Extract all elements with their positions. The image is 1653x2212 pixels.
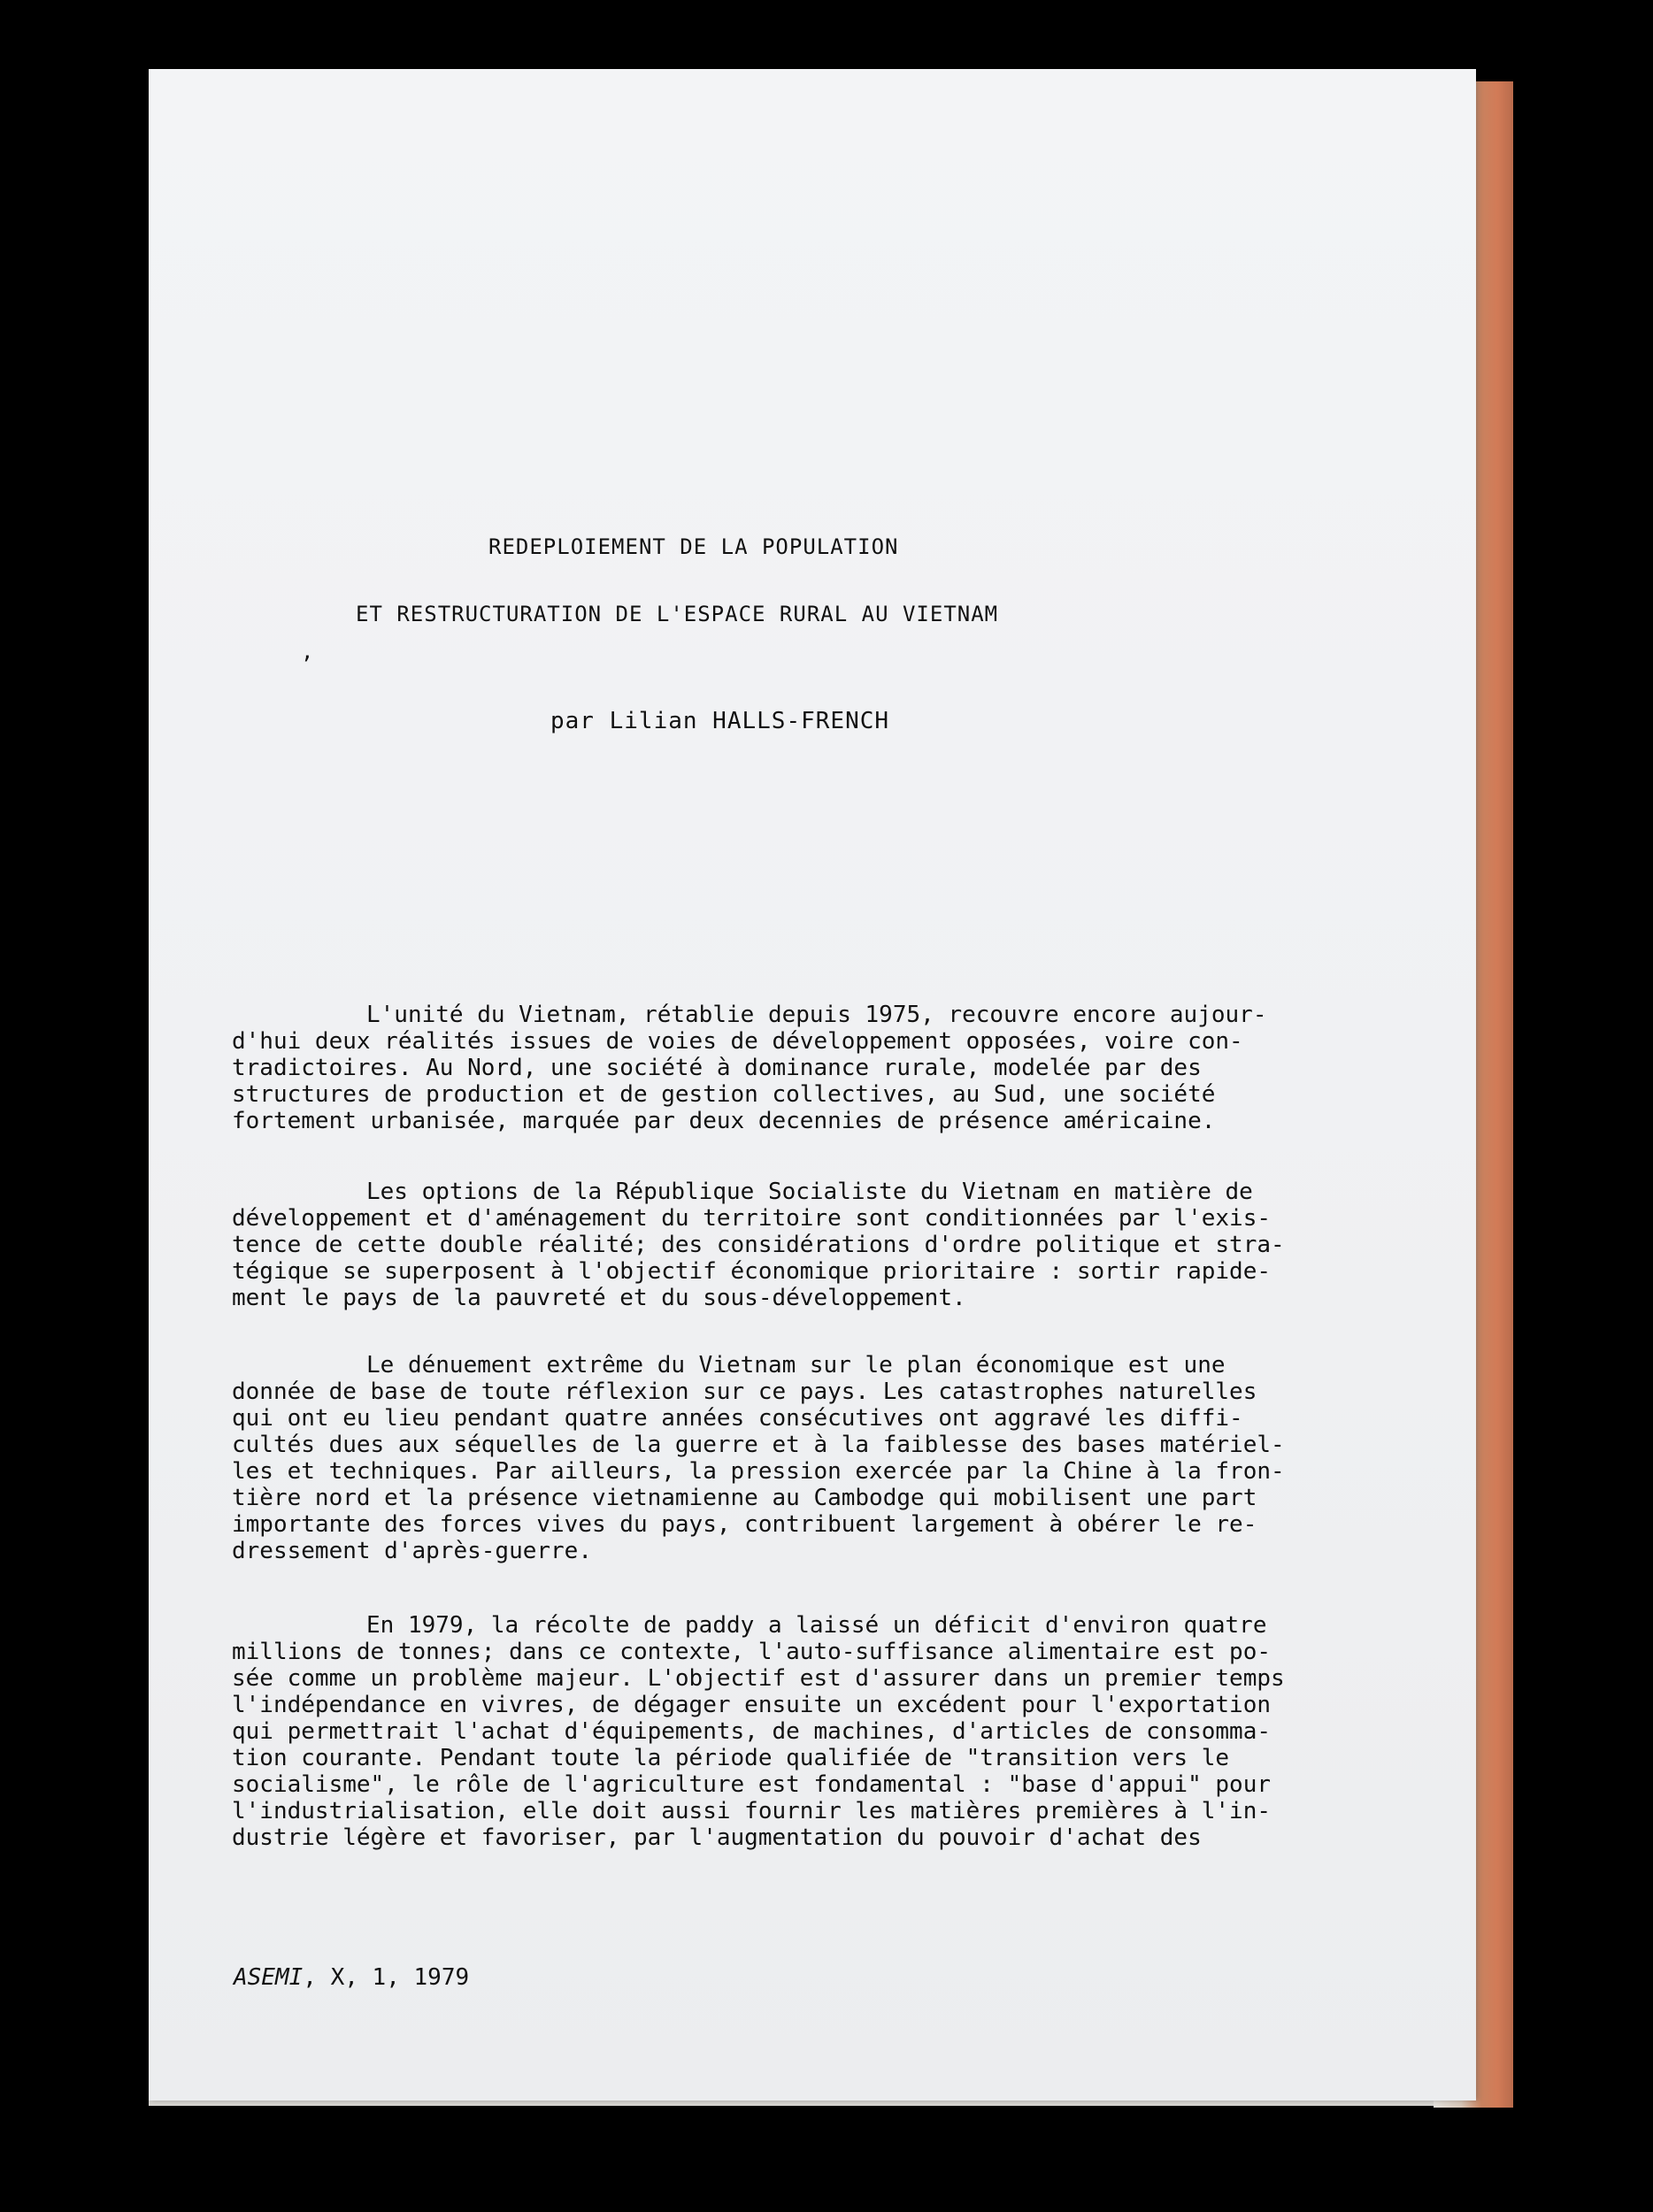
text-line: tégique se superposent à l'objectif économique prioritaire : sortir rapide- (232, 1258, 1271, 1285)
paragraph-4 (232, 1612, 1338, 1851)
text-line: tière nord et la présence vietnamienne au Cambodge qui mobilisent une part (232, 1485, 1257, 1511)
text-line: ment le pays de la pauvreté et du sous-développement. (232, 1285, 966, 1311)
title-line-1: REDEPLOIEMENT DE LA POPULATION (488, 534, 899, 559)
journal-citation (234, 1964, 469, 1991)
stray-mark: , (301, 639, 315, 664)
text-line: dressement d'après-guerre. (232, 1538, 592, 1564)
journal-issue: , X, 1, 1979 (303, 1964, 470, 1991)
author-byline: par Lilian HALLS-FRENCH (550, 708, 890, 734)
text-line: structures de production et de gestion collectives, au Sud, une société (232, 1081, 1216, 1108)
text-line: fortement urbanisée, marquée par deux decennies de présence américaine. (232, 1108, 1216, 1134)
text-line: dustrie légère et favoriser, par l'augmentation du pouvoir d'achat des (232, 1824, 1202, 1851)
paragraph-3 (232, 1352, 1338, 1564)
text-line: En 1979, la récolte de paddy a laissé un déficit d'environ quatre (366, 1612, 1267, 1639)
text-line: l'indépendance en vivres, de dégager ensuite un excédent pour l'exportation (232, 1692, 1271, 1718)
journal-name: ASEMI (234, 1964, 304, 1991)
text-line: sée comme un problème majeur. L'objectif est d'assurer dans un premier temps (232, 1665, 1285, 1692)
text-line: qui permettrait l'achat d'équipements, de machines, d'articles de consomma- (232, 1718, 1271, 1745)
paragraph-1 (232, 1002, 1338, 1134)
text-line: tion courante. Pendant toute la période qualifiée de "transition vers le (232, 1745, 1230, 1771)
text-line: qui ont eu lieu pendant quatre années consécutives ont aggravé les diffi- (232, 1405, 1243, 1432)
title-line-2: ET RESTRUCTURATION DE L'ESPACE RURAL AU VIETNAM (356, 602, 999, 626)
text-line: d'hui deux réalités issues de voies de développement opposées, voire con- (232, 1028, 1243, 1055)
text-line: socialisme", le rôle de l'agriculture est fondamental : "base d'appui" pour (232, 1771, 1271, 1798)
text-line: Les options de la République Socialiste du Vietnam en matière de (366, 1179, 1253, 1205)
text-line: les et techniques. Par ailleurs, la pression exercée par la Chine à la fron- (232, 1458, 1285, 1485)
text-line: donnée de base de toute réflexion sur ce pays. Les catastrophes naturelles (232, 1379, 1257, 1405)
text-line: développement et d'aménagement du territoire sont conditionnées par l'exis- (232, 1205, 1271, 1232)
text-line: Le dénuement extrême du Vietnam sur le plan économique est une (366, 1352, 1226, 1379)
paragraph-2 (232, 1179, 1338, 1311)
text-line: cultés dues aux séquelles de la guerre et à la faiblesse des bases matériel- (232, 1432, 1285, 1458)
text-line: millions de tonnes; dans ce contexte, l'auto-suffisance alimentaire est po- (232, 1639, 1271, 1665)
text-line: L'unité du Vietnam, rétablie depuis 1975, recouvre encore aujour- (366, 1002, 1267, 1028)
text-line: importante des forces vives du pays, contribuent largement à obérer le re- (232, 1511, 1257, 1538)
text-line: l'industrialisation, elle doit aussi fournir les matières premières à l'in- (232, 1798, 1271, 1824)
text-line: tradictoires. Au Nord, une société à dominance rurale, modelée par des (232, 1055, 1202, 1081)
text-line: tence de cette double réalité; des considérations d'ordre politique et stra- (232, 1232, 1285, 1258)
